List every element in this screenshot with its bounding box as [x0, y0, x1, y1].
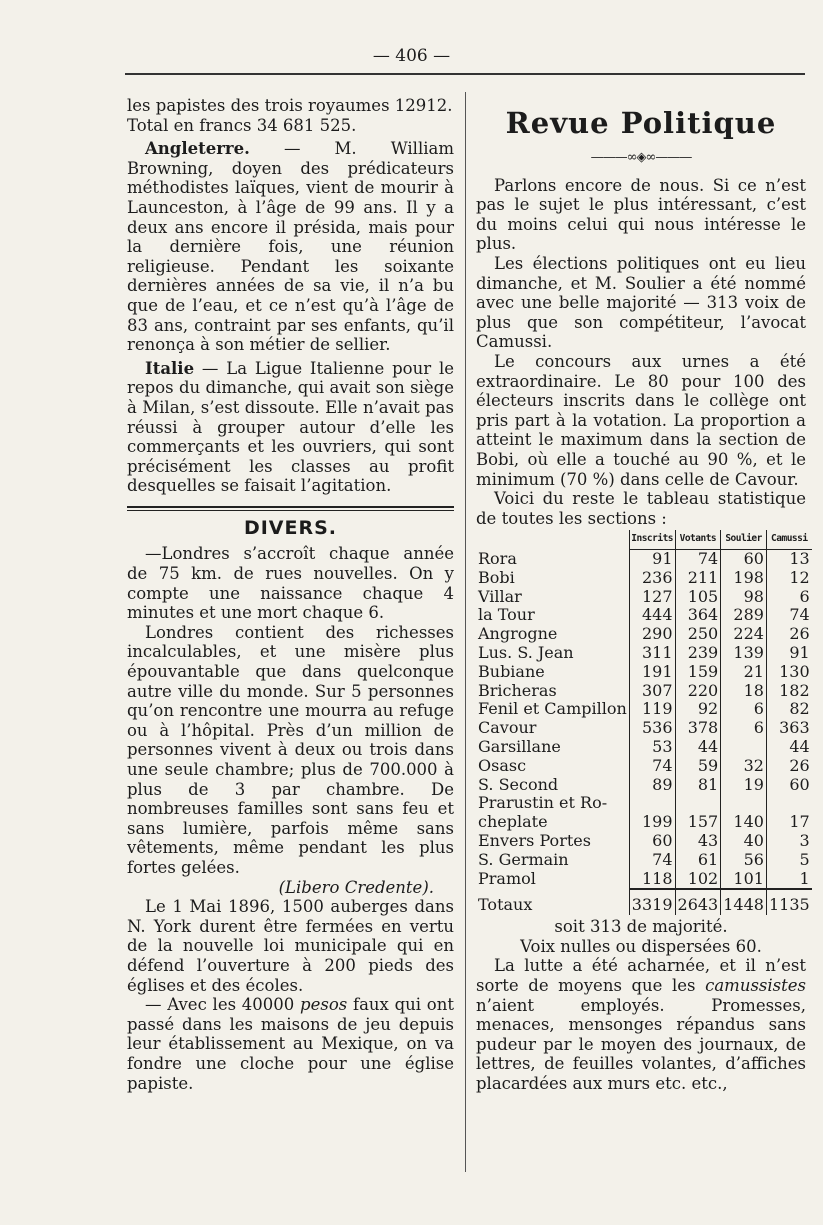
- cell-votants: 378: [675, 719, 721, 738]
- cell-votants: 74: [675, 550, 721, 569]
- header-votants: Votants: [675, 530, 721, 549]
- cell-soulier: 32: [721, 757, 767, 776]
- table-row: [476, 588, 812, 607]
- table-row: [476, 663, 812, 682]
- cell-inscrits: 60: [629, 832, 675, 851]
- totals-inscrits: 3319: [629, 889, 675, 915]
- cell-camussi: 82: [766, 700, 811, 719]
- table-row: [476, 625, 812, 644]
- cell-inscrits: 53: [629, 738, 675, 757]
- cell-soulier: 6: [721, 700, 767, 719]
- cell-camussi: 44: [766, 738, 811, 757]
- totals-camussi: 1135: [766, 889, 811, 915]
- cell-inscrits: 290: [629, 625, 675, 644]
- cell-soulier: 19: [721, 776, 767, 795]
- cell-place: la Tour: [478, 605, 535, 625]
- cell-soulier: 21: [721, 663, 767, 682]
- table-row: [476, 776, 812, 795]
- revue-p7-before: La lutte a été acharnée, et il n’est sorte de moyens que les: [476, 956, 806, 995]
- revue-paragraph-7: [476, 956, 806, 1093]
- divers-p4-italic: pesos: [300, 995, 348, 1015]
- revue-paragraph-3: Le concours aux urnes a été extraordinaire. Le 80 pour 100 des électeurs inscrits dans le collège ont pris part à la votation. La proportion a atteint le maximum dans la section de Bobi, où elle a touché au 90 %, et le minimum (70 %) dans celle de Cavour.: [476, 351, 806, 489]
- totals-label: Totaux: [478, 894, 533, 914]
- table-row: [476, 606, 812, 625]
- cell-camussi: 3: [766, 832, 811, 851]
- cell-place: Bobi: [478, 567, 515, 587]
- table-row: [476, 682, 812, 701]
- header-camussi: Camussi: [766, 530, 811, 549]
- revue-p7-after: n’aient employés. Promesses, menaces, mensonges répandus sans pudeur par le moyen des journaux, de lettres, de feuilles volantes, d’affiches placardées aux murs etc. etc.,: [476, 995, 806, 1093]
- cell-place: Envers Portes: [478, 831, 591, 851]
- cell-inscrits: 191: [629, 663, 675, 682]
- header-soulier: Soulier: [721, 530, 767, 549]
- cell-camussi: 182: [766, 682, 811, 701]
- revue-paragraph-4: Voici du reste le tableau statistique de toutes les sections :: [476, 489, 806, 528]
- cell-inscrits: 307: [629, 682, 675, 701]
- italie-heading: Italie: [145, 358, 195, 378]
- cell-votants: 250: [675, 625, 721, 644]
- cell-inscrits: 127: [629, 588, 675, 607]
- cell-inscrits: 119: [629, 700, 675, 719]
- table-row: [476, 832, 812, 851]
- cell-soulier: 98: [721, 588, 767, 607]
- cell-inscrits: 444: [629, 606, 675, 625]
- cell-soulier: 6: [721, 719, 767, 738]
- intro-line-2: Total en francs 34 681 525.: [127, 115, 357, 135]
- table-row: [476, 870, 812, 890]
- totals-soulier: 1448: [721, 889, 767, 915]
- cell-place: Prarustin et Ro-: [478, 793, 608, 813]
- cell-camussi: 363: [766, 719, 811, 738]
- divers-paragraph-1: —Londres s’accroît chaque année de 75 km. de rues nouvelles. On y compte une naissance chaque 4 minutes et une mort chaque 6.: [127, 544, 454, 623]
- table-row: [476, 738, 812, 757]
- cell-soulier: 289: [721, 606, 767, 625]
- cell-camussi: 26: [766, 757, 811, 776]
- cell-votants: 220: [675, 682, 721, 701]
- cell-place: S. Second: [478, 774, 559, 794]
- cell-camussi: 5: [766, 851, 811, 870]
- divers-source: [127, 878, 454, 898]
- cell-inscrits: 89: [629, 776, 675, 795]
- divers-rule-bottom: [127, 510, 454, 511]
- cell-soulier: 60: [721, 550, 767, 569]
- cell-camussi: 130: [766, 663, 811, 682]
- header-inscrits: Inscrits: [629, 530, 675, 549]
- cell-soulier: 18: [721, 682, 767, 701]
- cell-place: Osasc: [478, 755, 527, 775]
- cell-place: cheplate: [478, 812, 548, 832]
- table-row: [476, 569, 812, 588]
- cell-place: Cavour: [478, 718, 537, 738]
- cell-place: Villar: [478, 586, 522, 606]
- revue-p7-italic: camussistes: [705, 976, 806, 995]
- revue-paragraph-1: Parlons encore de nous. Si ce n’est pas le sujet le plus intéressant, c’est du moins celui qui nous intéresse le plus.: [476, 175, 806, 254]
- table-row: [476, 851, 812, 870]
- cell-place: Garsillane: [478, 737, 561, 757]
- cell-place: Bubiane: [478, 661, 545, 681]
- cell-inscrits: 311: [629, 644, 675, 663]
- cell-votants: 102: [675, 870, 721, 890]
- cell-place: Pramol: [478, 869, 536, 889]
- left-column: [127, 96, 454, 1093]
- divers-source-text: (Libero Credente).: [278, 877, 434, 897]
- cell-camussi: 1: [766, 870, 811, 890]
- cell-inscrits: 91: [629, 550, 675, 569]
- header-rule: [125, 73, 805, 75]
- italie-text: — La Ligue Italienne pour le repos du dimanche, qui avait son siège à Milan, s’est dissoute. Elle n’avait pas réussi à grouper autour d’elle les commerçants et les ouvriers, qui sont précisément les classes au profit desquelles se faisait l’agitation.: [127, 358, 454, 496]
- cell-place: Lus. S. Jean: [478, 643, 574, 663]
- revue-paragraph-2: Les élections politiques ont eu lieu dimanche, et M. Soulier a été nommé avec une belle majorité — 313 voix de plus que son compétiteur, l’avocat Camussi.: [476, 253, 806, 352]
- angleterre-text: — M. William Browning, doyen des prédicateurs méthodistes laïques, vient de mourir à Launceston, à l’âge de 99 ans. Il y a deux ans encore il présida, mais pour la dernière fois, une réunion religieuse. Pendant les soixante dernières années de sa vie, il n’a bu que de l’eau, et ce n’est qu’à l’âge de 83 ans, contraint par ses enfants, qu’il renonça à son métier de sellier.: [127, 139, 454, 355]
- column-divider: [465, 92, 466, 1172]
- table-row: [476, 813, 812, 832]
- cell-votants: 159: [675, 663, 721, 682]
- cell-inscrits: 536: [629, 719, 675, 738]
- table-header-row: [476, 530, 812, 549]
- italie-paragraph: [127, 359, 454, 496]
- cell-soulier: 224: [721, 625, 767, 644]
- cell-place: Fenil et Campillon: [478, 699, 627, 719]
- divers-paragraph-3: Le 1 Mai 1896, 1500 auberges dans N. York durent être fermées en vertu de la nouvelle loi municipale qui en défend l’ouverture à 200 pieds des églises et des écoles.: [127, 897, 454, 995]
- cell-place: Rora: [478, 548, 517, 568]
- divers-p4-after: faux qui ont passé dans les maisons de jeu depuis leur établissement au Mexique, on va fondre une cloche pour une église papiste.: [127, 995, 454, 1093]
- cell-camussi: 17: [766, 813, 811, 832]
- table-row: [476, 550, 812, 569]
- cell-inscrits: 236: [629, 569, 675, 588]
- cell-place: Angrogne: [478, 624, 558, 644]
- divers-rule-top: [127, 506, 454, 508]
- cell-camussi: 26: [766, 625, 811, 644]
- cell-votants: 92: [675, 700, 721, 719]
- cell-soulier: 56: [721, 851, 767, 870]
- election-results-table: [476, 530, 812, 915]
- cell-soulier: 140: [721, 813, 767, 832]
- divers-paragraph-2: Londres contient des richesses incalculables, et une misère plus épouvantable que dans quelconque autre ville du monde. Sur 5 personnes qu’on rencontre une mourra au refuge ou à l’hôpital. Près d’un million de personnes vivent à deux ou trois dans une seule chambre; plus de 700.000 à plus de 3 par chambre. De nombreuses familles sont sans feu et sans lumière, parfois même sans vêtements, même pendant les plus fortes gelées.: [127, 622, 454, 877]
- cell-votants: 157: [675, 813, 721, 832]
- cell-camussi: 91: [766, 644, 811, 663]
- right-column: [476, 96, 810, 1094]
- divers-title: DIVERS.: [243, 516, 338, 539]
- cell-votants: 44: [675, 738, 721, 757]
- cell-votants: 239: [675, 644, 721, 663]
- revue-title: Revue Politique: [505, 106, 777, 140]
- table-row: [476, 644, 812, 663]
- cell-camussi: 12: [766, 569, 811, 588]
- cell-inscrits: 74: [629, 851, 675, 870]
- cell-place: Bricheras: [478, 680, 557, 700]
- cell-inscrits: [629, 794, 675, 813]
- angleterre-paragraph: [127, 139, 454, 355]
- angleterre-heading: Angleterre.: [145, 139, 250, 159]
- cell-votants: 61: [675, 851, 721, 870]
- cell-soulier: 198: [721, 569, 767, 588]
- cell-votants: 105: [675, 588, 721, 607]
- cell-camussi: 60: [766, 776, 811, 795]
- intro-line-1: les papistes des trois royaumes 12912.: [127, 96, 453, 115]
- ornament-divider: ———∞◈∞———: [590, 150, 692, 165]
- cell-votants: 211: [675, 569, 721, 588]
- cell-soulier: 139: [721, 644, 767, 663]
- totals-votants: 2643: [675, 889, 721, 915]
- table-row: [476, 719, 812, 738]
- table-row: [476, 794, 812, 813]
- cell-camussi: 74: [766, 606, 811, 625]
- page-number: — 406 —: [372, 46, 451, 66]
- cell-camussi: 13: [766, 550, 811, 569]
- place-header: [476, 530, 629, 549]
- table-row: [476, 757, 812, 776]
- table-row: [476, 700, 812, 719]
- divers-p4-before: — Avec les 40000: [145, 995, 301, 1015]
- cell-votants: 364: [675, 606, 721, 625]
- cell-soulier: [721, 794, 767, 813]
- cell-soulier: [721, 738, 767, 757]
- cell-place: S. Germain: [478, 849, 569, 869]
- cell-votants: 43: [675, 832, 721, 851]
- cell-votants: [675, 794, 721, 813]
- majority-line: soit 313 de majorité.: [554, 917, 728, 937]
- divers-paragraph-4: [127, 995, 454, 1093]
- cell-votants: 81: [675, 776, 721, 795]
- totals-row: [476, 889, 812, 915]
- cell-camussi: [766, 794, 811, 813]
- cell-soulier: 101: [721, 870, 767, 890]
- null-votes-line: Voix nulles ou dispersées 60.: [520, 936, 762, 956]
- cell-inscrits: 74: [629, 757, 675, 776]
- cell-inscrits: 118: [629, 870, 675, 890]
- results-body: [476, 550, 812, 890]
- cell-soulier: 40: [721, 832, 767, 851]
- cell-votants: 59: [675, 757, 721, 776]
- cell-camussi: 6: [766, 588, 811, 607]
- cell-inscrits: 199: [629, 813, 675, 832]
